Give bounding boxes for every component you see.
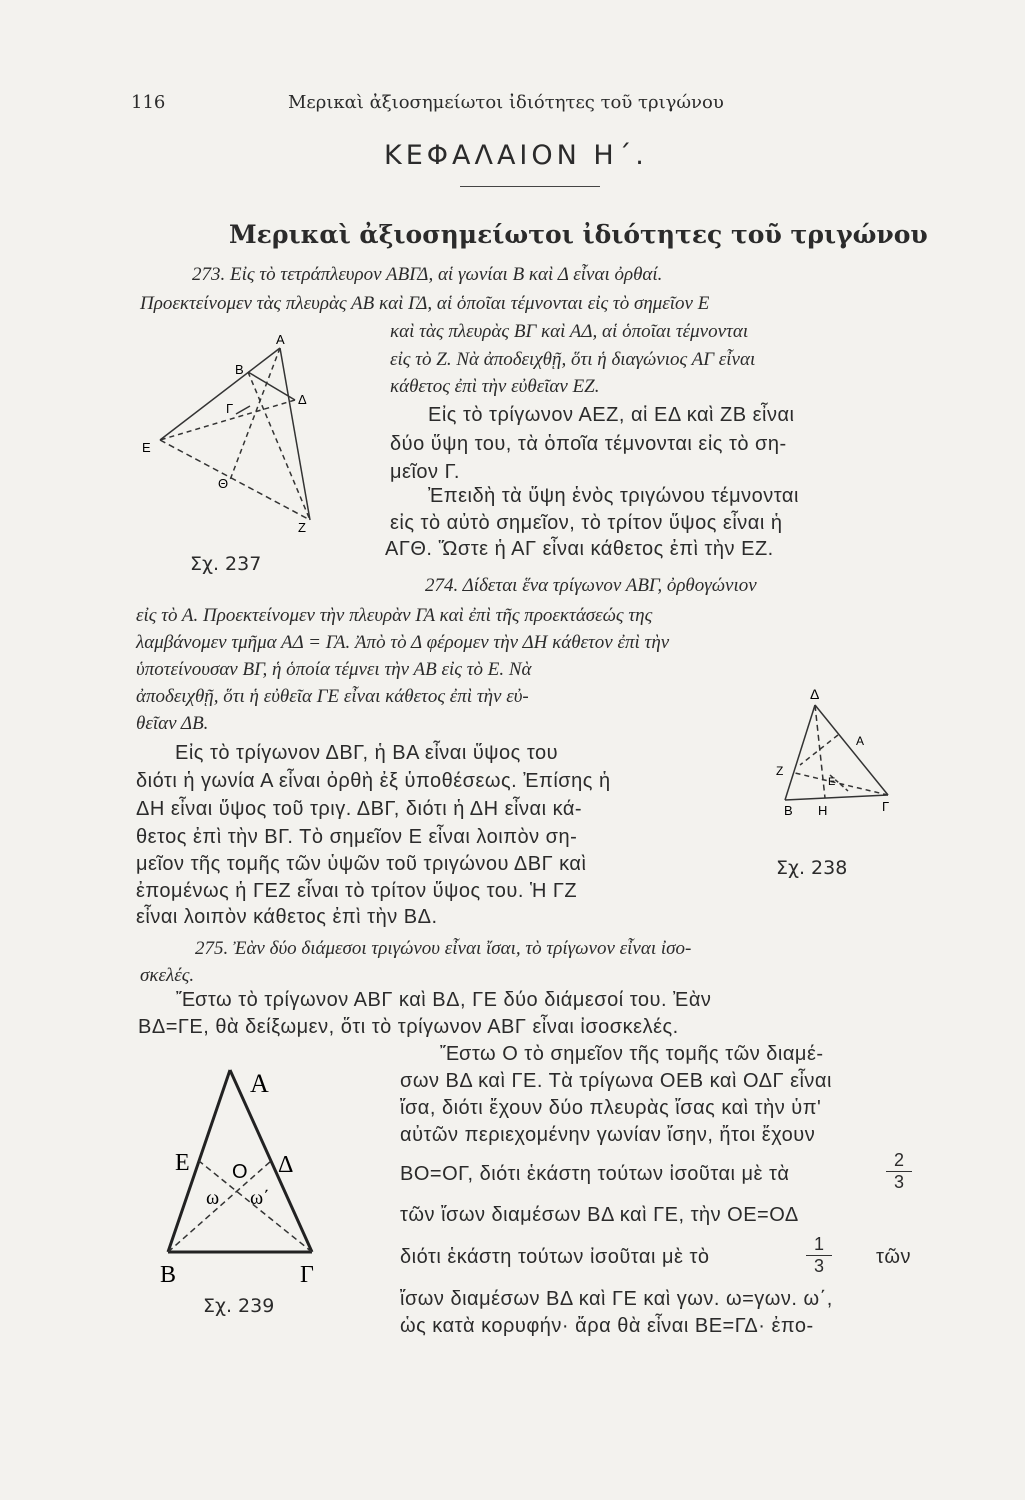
- fraction-1-denominator: 3: [806, 1255, 832, 1277]
- s275-line-12: ἴσων διαμέσων ΒΔ καὶ ΓΕ καὶ γων. ω=γων. ω΄,: [400, 1288, 833, 1310]
- s274-line-6: θεῖαν ΔΒ.: [136, 713, 209, 734]
- fig238-label-Z: Ζ: [776, 764, 784, 778]
- fig238-caption: Σχ. 238: [776, 857, 848, 879]
- s275-line-4: ΒΔ=ΓΕ, θὰ δείξωμεν, ὅτι τὸ τρίγωνον ΑΒΓ εἶναι ἰσοσκελές.: [138, 1016, 679, 1038]
- s273-line-9: Ἐπειδὴ τὰ ὕψη ἑνὸς τριγώνου τέμνονται: [428, 485, 799, 507]
- page-number: 116: [131, 92, 166, 113]
- s275-line-6: σων ΒΔ καὶ ΓΕ. Τὰ τρίγωνα ΟΕΒ καὶ ΟΔΓ εἶναι: [400, 1070, 832, 1092]
- s273-line-1: 273. Εἰς τὸ τετράπλευρον ΑΒΓΔ, αἱ γωνίαι Β καὶ Δ εἶναι ὀρθαί.: [192, 264, 663, 285]
- s275-line-7: ἴσα, διότι ἔχουν δύο πλευρὰς ἴσας καὶ τὴν ὑπ': [400, 1097, 822, 1119]
- fig239-label-G: Γ: [300, 1262, 314, 1288]
- s273-line-4: εἰς τὸ Ζ. Νὰ ἀποδειχθῇ, ὅτι ἡ διαγώνιος ΑΓ εἶναι: [390, 349, 756, 370]
- s274-line-12: ἐπομένως ἡ ΓΕΖ εἶναι τὸ τρίτον ὕψος του. Ἡ ΓΖ: [136, 880, 578, 902]
- fig237-label-B: Β: [235, 362, 244, 377]
- fraction-2-denominator: 3: [886, 1171, 912, 1193]
- fraction-one-third: [806, 1234, 832, 1277]
- s273-line-7: δύο ὕψη του, τὰ ὁποῖα τέμνονται εἰς τὸ ση-: [390, 433, 787, 455]
- s274-line-2: εἰς τὸ Α. Προεκτείνομεν τὴν πλευρὰν ΓΑ καὶ ἐπὶ τῆς προεκτάσεώς της: [136, 605, 653, 626]
- figure-237: [130, 330, 330, 540]
- chapter-title: Μερικαὶ ἀξιοσημείωτοι ἰδιότητες τοῦ τριγώνου: [229, 220, 928, 249]
- running-title: Μερικαὶ ἀξιοσημείωτοι ἰδιότητες τοῦ τριγώνου: [288, 92, 724, 113]
- fig237-label-E: Ε: [142, 440, 151, 455]
- s274-line-5: ἀποδειχθῇ, ὅτι ἡ εὐθεῖα ΓΕ εἶναι κάθετος ἐπὶ τὴν εὐ-: [136, 686, 529, 707]
- fig239-label-E: Ε: [175, 1150, 190, 1176]
- fig239-label-D: Δ: [278, 1152, 294, 1178]
- s273-line-2: Προεκτείνομεν τὰς πλευρὰς ΑΒ καὶ ΓΔ, αἱ ὁποῖαι τέμνονται εἰς τὸ σημεῖον Ε: [140, 293, 710, 314]
- s275-line-1: 275. Ἐὰν δύο διάμεσοι τριγώνου εἶναι ἴσαι, τὸ τρίγωνον εἶναι ἰσο-: [195, 938, 692, 959]
- fig238-label-D: Δ: [810, 686, 820, 702]
- s275-line-2: σκελές.: [140, 965, 195, 986]
- s275-line-9: ΒΟ=ΟΓ, διότι ἑκάστη τούτων ἰσοῦται μὲ τὰ: [400, 1163, 790, 1185]
- s274-line-8: διότι ἡ γωνία Α εἶναι ὀρθὴ ἐξ ὑποθέσεως. Ἐπίσης ἡ: [136, 770, 611, 792]
- s274-line-9: ΔΗ εἶναι ὕψος τοῦ τριγ. ΔΒΓ, διότι ἡ ΔΗ εἶναι κά-: [136, 798, 583, 820]
- s274-line-4: ὑποτείνουσαν ΒΓ, ἡ ὁποία τέμνει τὴν ΑΒ εἰς τὸ Ε. Νὰ: [136, 659, 532, 680]
- s274-line-3: λαμβάνομεν τμῆμα ΑΔ = ΓΑ. Ἀπὸ τὸ Δ φέρομεν τὴν ΔΗ κάθετον ἐπὶ τὴν: [136, 632, 670, 653]
- s275-line-5: Ἔστω Ο τὸ σημεῖον τῆς τομῆς τῶν διαμέ-: [440, 1043, 824, 1065]
- s275-line-11b: τῶν: [876, 1246, 912, 1268]
- fig238-label-B: Β: [784, 803, 793, 818]
- fig239-label-O: Ο: [232, 1161, 248, 1183]
- s273-line-6: Εἰς τὸ τρίγωνον ΑΕΖ, αἱ ΕΔ καὶ ΖΒ εἶναι: [428, 404, 795, 426]
- figure-239: [150, 1060, 350, 1290]
- fig239-label-w1: ω: [206, 1187, 220, 1209]
- fraction-2-numerator: 2: [893, 1150, 904, 1170]
- s274-line-10: θετος ἐπὶ τὴν ΒΓ. Τὸ σημεῖον Ε εἶναι λοιπὸν ση-: [136, 826, 578, 848]
- fig238-label-A: Α: [856, 734, 865, 748]
- fig239-label-A: Α: [250, 1069, 269, 1098]
- figure-238: [770, 685, 920, 825]
- s275-line-10: τῶν ἴσων διαμέσων ΒΔ καὶ ΓΕ, τὴν ΟΕ=ΟΔ: [400, 1204, 799, 1226]
- s275-line-3: Ἔστω τὸ τρίγωνον ΑΒΓ καὶ ΒΔ, ΓΕ δύο διάμεσοί του. Ἐὰν: [176, 989, 712, 1011]
- s273-line-3: καὶ τὰς πλευρὰς ΒΓ καὶ ΑΔ, αἱ ὁποῖαι τέμνονται: [390, 321, 749, 342]
- s274-line-7: Εἰς τὸ τρίγωνον ΔΒΓ, ἡ ΒΑ εἶναι ὕψος του: [175, 742, 559, 764]
- s273-line-8: μεῖον Γ.: [390, 461, 460, 483]
- s275-line-11: διότι ἑκάστη τούτων ἰσοῦται μὲ τὸ: [400, 1246, 710, 1268]
- fig237-label-TH: Θ: [218, 476, 229, 491]
- heading-rule: [460, 186, 600, 187]
- fig237-label-A: Α: [276, 332, 285, 347]
- fig239-caption: Σχ. 239: [203, 1295, 275, 1317]
- s273-line-11: ΑΓΘ. Ὥστε ἡ ΑΓ εἶναι κάθετος ἐπὶ τὴν ΕΖ.: [385, 538, 774, 560]
- s275-line-8: αὐτῶν περιεχομένην γωνίαν ἴσην, ἤτοι ἔχουν: [400, 1124, 816, 1146]
- fig238-label-G: Γ: [882, 799, 890, 814]
- s273-line-5: κάθετος ἐπὶ τὴν εὐθεῖαν ΕΖ.: [390, 376, 600, 397]
- fraction-two-thirds: [886, 1150, 912, 1193]
- s273-line-10: εἰς τὸ αὐτὸ σημεῖον, τὸ τρίτον ὕψος εἶναι ἡ: [390, 512, 783, 534]
- fig237-label-D: Δ: [298, 392, 307, 407]
- s274-line-1: 274. Δίδεται ἕνα τρίγωνον ΑΒΓ, ὀρθογώνιον: [425, 575, 757, 596]
- fig237-label-Z: Ζ: [298, 520, 306, 535]
- fig238-label-E: Ε: [828, 776, 836, 788]
- fraction-1-numerator: 1: [813, 1234, 824, 1254]
- chapter-heading: ΚΕΦΑΛΑΙΟΝ Η΄.: [384, 140, 648, 171]
- s274-line-11: μεῖον τῆς τομῆς τῶν ὑψῶν τοῦ τριγώνου ΔΒΓ καὶ: [136, 853, 587, 875]
- fig238-label-H: Η: [818, 803, 828, 818]
- s274-line-13: εἶναι λοιπὸν κάθετος ἐπὶ τὴν ΒΔ.: [136, 906, 438, 928]
- fig237-caption: Σχ. 237: [190, 553, 262, 575]
- s275-line-13: ὡς κατὰ κορυφήν· ἄρα θὰ εἶναι ΒΕ=ΓΔ· ἐπο-: [400, 1315, 814, 1337]
- fig239-label-w2: ω΄: [250, 1187, 270, 1209]
- fig237-label-G: Γ: [226, 401, 234, 416]
- fig239-label-B: Β: [160, 1262, 177, 1288]
